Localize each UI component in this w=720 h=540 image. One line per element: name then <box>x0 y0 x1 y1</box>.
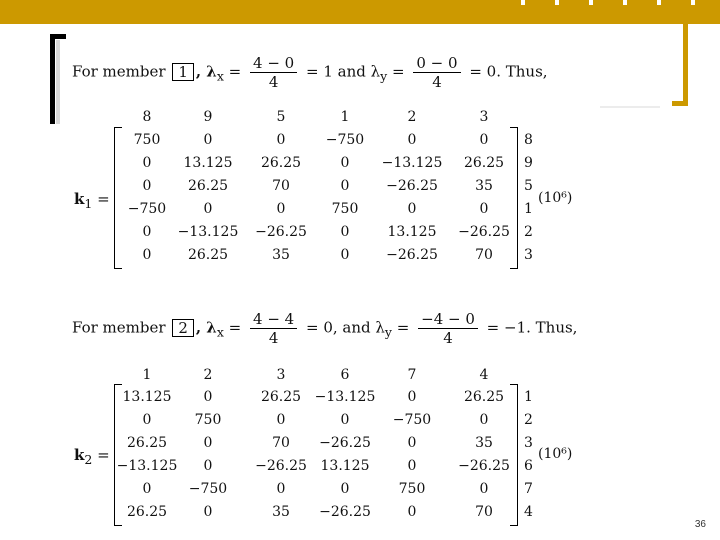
member-number-box: 2 <box>172 319 194 337</box>
matrix-cell: 26.25 <box>260 389 302 405</box>
matrix-cell: 26.25 <box>187 178 229 194</box>
row-header: 1 <box>524 201 533 217</box>
matrix-cell: −13.125 <box>177 224 239 240</box>
bar-tick <box>623 0 627 5</box>
lambda-y-subscript: y <box>380 68 388 84</box>
matrix-cell: 0 <box>203 458 213 474</box>
lambda-x-label: , λ <box>195 62 217 81</box>
column-header: 4 <box>479 367 489 383</box>
matrix-cell: 0 <box>479 412 489 428</box>
corner-bracket-right-bottom <box>672 101 688 106</box>
row-header: 4 <box>524 504 533 520</box>
matrix-left-bracket <box>114 384 122 526</box>
matrix-cell: 0 <box>479 132 489 148</box>
equals-sign: = <box>97 446 110 464</box>
matrix-cell: 13.125 <box>320 458 370 474</box>
matrix-cell: 0 <box>340 412 350 428</box>
matrix-cell: 35 <box>272 247 290 263</box>
matrix-cell: 0 <box>142 481 152 497</box>
row-header: 5 <box>524 178 533 194</box>
lambda-y-subscript: y <box>384 324 392 340</box>
matrix-cell: 13.125 <box>122 389 172 405</box>
equation-text: For member <box>72 62 166 81</box>
matrix-cell: 0 <box>276 132 286 148</box>
lambda-x-value: = 0, and λ <box>306 318 385 337</box>
matrix-cell: −750 <box>127 201 167 217</box>
matrix-cell: −750 <box>392 412 432 428</box>
matrix-cell: −26.25 <box>458 458 510 474</box>
matrix-cell: 0 <box>407 435 417 451</box>
matrix-cell: 0 <box>203 504 213 520</box>
matrix-cell: 70 <box>475 504 493 520</box>
equals-sign: = <box>97 190 110 208</box>
lambda-y-value: = 0. Thus, <box>469 62 548 81</box>
matrix-cell: 0 <box>142 224 152 240</box>
equals-sign: = <box>228 62 242 81</box>
matrix-cell: 0 <box>407 201 417 217</box>
matrix-cell: −26.25 <box>319 504 371 520</box>
column-header: 1 <box>142 367 152 383</box>
bar-tick <box>691 0 695 5</box>
k-symbol: k <box>74 446 85 464</box>
column-header: 3 <box>276 367 286 383</box>
matrix-cell: 0 <box>407 389 417 405</box>
matrix-cell: 0 <box>142 178 152 194</box>
member1-equation <box>72 54 548 91</box>
lambda-x-fraction <box>250 54 297 91</box>
matrix-cell: 0 <box>142 247 152 263</box>
matrix-cell: 13.125 <box>183 155 233 171</box>
matrix-left-bracket <box>114 127 122 269</box>
matrix-cell: 0 <box>203 132 213 148</box>
corner-bracket-left <box>50 34 55 124</box>
matrix-cell: 70 <box>272 178 290 194</box>
matrix-cell: −26.25 <box>386 178 438 194</box>
fraction-denominator: 4 <box>268 329 279 347</box>
matrix-cell: 0 <box>479 201 489 217</box>
fraction-denominator: 4 <box>268 73 279 91</box>
lambda-x-subscript: x <box>216 68 224 84</box>
matrix-cell: 26.25 <box>463 389 505 405</box>
matrix-cell: 0 <box>142 412 152 428</box>
matrix-cell: 750 <box>331 201 359 217</box>
lambda-y-value: = −1. Thus, <box>486 318 578 337</box>
matrix-cell: 35 <box>475 178 493 194</box>
fraction-numerator: −4 − 0 <box>418 310 478 329</box>
matrix-cell: 0 <box>407 132 417 148</box>
matrix-cell: −26.25 <box>458 224 510 240</box>
bar-tick <box>521 0 525 5</box>
lambda-y-fraction <box>413 54 460 91</box>
column-header: 3 <box>479 109 489 125</box>
fraction-denominator: 4 <box>443 329 453 347</box>
matrix-cell: 26.25 <box>260 155 302 171</box>
member2-equation <box>72 310 577 347</box>
matrix-cell: −26.25 <box>386 247 438 263</box>
row-header: 2 <box>524 224 533 240</box>
matrix-cell: −13.125 <box>314 389 376 405</box>
matrix-cell: −750 <box>188 481 228 497</box>
top-accent-bar <box>0 0 720 24</box>
column-header: 2 <box>203 367 213 383</box>
matrix-cell: −13.125 <box>116 458 178 474</box>
matrix-right-bracket <box>510 384 518 526</box>
bar-tick <box>657 0 661 5</box>
row-header: 3 <box>524 435 533 451</box>
matrix-cell: −13.125 <box>381 155 443 171</box>
matrix-cell: −26.25 <box>255 224 307 240</box>
scale-factor: (10⁶) <box>538 446 573 462</box>
k-symbol: k <box>74 190 85 208</box>
lambda-x-subscript: x <box>216 324 224 340</box>
corner-bracket-right-shadow <box>600 106 660 108</box>
matrix-cell: 0 <box>340 178 350 194</box>
corner-bracket-left-top <box>50 34 66 39</box>
matrix-cell: −26.25 <box>319 435 371 451</box>
matrix-cell: 0 <box>340 481 350 497</box>
column-header: 9 <box>203 109 213 125</box>
row-header: 1 <box>524 389 533 405</box>
matrix-cell: 750 <box>194 412 222 428</box>
matrix-cell: 0 <box>340 224 350 240</box>
row-header: 6 <box>524 458 533 474</box>
row-header: 3 <box>524 247 533 263</box>
k-subscript: 1 <box>84 196 93 211</box>
matrix-cell: 26.25 <box>126 435 168 451</box>
corner-bracket-left-shadow <box>56 40 60 124</box>
lambda-y-fraction <box>418 310 478 347</box>
equals-sign: = <box>392 62 405 81</box>
matrix-cell: 0 <box>276 412 286 428</box>
matrix-cell: 0 <box>203 435 213 451</box>
matrix-cell: 0 <box>407 458 417 474</box>
row-header: 2 <box>524 412 533 428</box>
matrix-cell: 70 <box>475 247 493 263</box>
matrix-cell: 0 <box>276 201 286 217</box>
matrix-cell: 0 <box>203 389 213 405</box>
equation-text: For member <box>72 318 166 337</box>
page-number: 36 <box>694 519 706 530</box>
matrix-cell: 0 <box>479 481 489 497</box>
row-header: 8 <box>524 132 533 148</box>
matrix-cell: 0 <box>340 247 350 263</box>
equals-sign: = <box>396 318 410 337</box>
matrix-cell: 0 <box>276 481 286 497</box>
lambda-x-value: = 1 and λ <box>306 62 381 81</box>
matrix-right-bracket <box>510 127 518 269</box>
matrix-cell: 26.25 <box>187 247 229 263</box>
matrix-cell: 26.25 <box>126 504 168 520</box>
bar-tick <box>555 0 559 5</box>
column-header: 5 <box>276 109 286 125</box>
matrix-cell: 0 <box>142 155 152 171</box>
fraction-numerator: 4 − 4 <box>250 310 297 329</box>
column-header: 8 <box>142 109 152 125</box>
matrix-cell: 13.125 <box>387 224 437 240</box>
matrix-cell: 70 <box>272 435 290 451</box>
fraction-numerator: 0 − 0 <box>413 54 460 73</box>
fraction-denominator: 4 <box>432 73 442 91</box>
lambda-x-fraction <box>250 310 297 347</box>
matrix-cell: 26.25 <box>463 155 505 171</box>
matrix-cell: 0 <box>407 504 417 520</box>
bar-tick <box>589 0 593 5</box>
lambda-x-label: , λ <box>195 318 217 337</box>
k-subscript: 2 <box>84 452 93 467</box>
k2-label <box>74 446 110 467</box>
matrix-cell: 750 <box>398 481 426 497</box>
column-header: 2 <box>407 109 417 125</box>
row-header: 7 <box>524 481 533 497</box>
scale-factor: (10⁶) <box>538 190 573 206</box>
matrix-cell: 35 <box>475 435 493 451</box>
matrix-cell: 35 <box>272 504 290 520</box>
matrix-cell: 750 <box>133 132 161 148</box>
column-header: 1 <box>340 109 350 125</box>
member-number-box: 1 <box>172 63 194 81</box>
fraction-numerator: 4 − 0 <box>250 54 297 73</box>
corner-bracket-right <box>683 24 688 106</box>
matrix-cell: 0 <box>203 201 213 217</box>
equals-sign: = <box>228 318 242 337</box>
matrix-cell: −26.25 <box>255 458 307 474</box>
matrix-cell: 0 <box>340 155 350 171</box>
matrix-cell: −750 <box>325 132 365 148</box>
k1-label <box>74 190 110 211</box>
column-header: 7 <box>407 367 417 383</box>
row-header: 9 <box>524 155 533 171</box>
column-header: 6 <box>340 367 350 383</box>
